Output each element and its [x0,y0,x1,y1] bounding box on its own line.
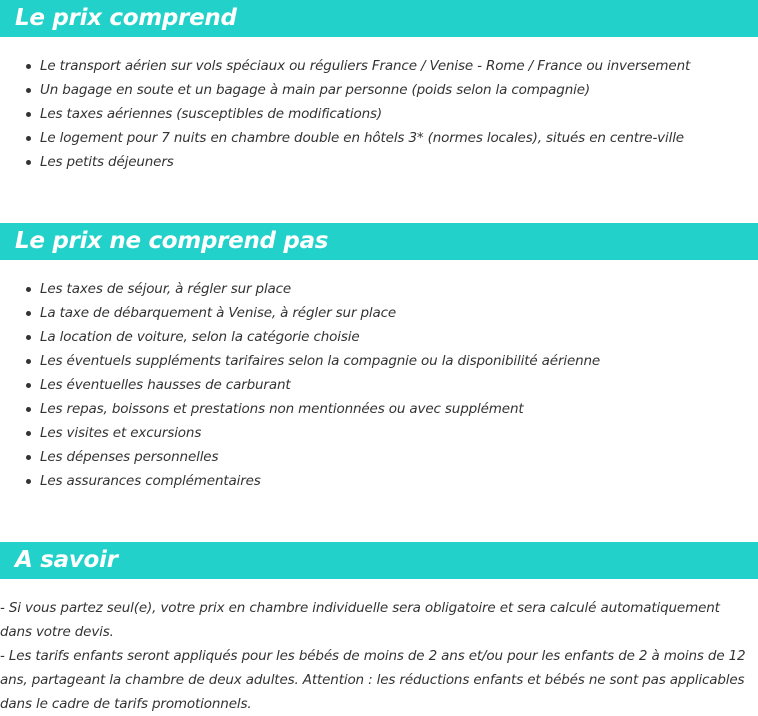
list-item: Les éventuels suppléments tarifaires selon la compagnie ou la disponibilité aérienne [0,349,758,373]
list-item: La taxe de débarquement à Venise, à régler sur place [0,301,758,325]
list-item: Les taxes aériennes (susceptibles de modifications) [0,102,758,126]
excluded-section-title: Le prix ne comprend pas [0,223,758,260]
list-item: Les repas, boissons et prestations non mentionnées ou avec supplément [0,397,758,421]
included-section-title: Le prix comprend [0,0,758,37]
list-item: Les visites et excursions [0,421,758,445]
good-to-know-paragraph: - Les tarifs enfants seront appliqués pour les bébés de moins de 2 ans et/ou pour les enfants de 2 à moins de 12 ans, partageant la chambre de deux adultes. Attention : les réductions enfants et bébés ne sont pas applicables dans le cadre de tarifs promotionnels. [0,648,746,712]
list-item: La location de voiture, selon la catégorie choisie [0,325,758,349]
included-list [0,54,758,174]
list-item: Le logement pour 7 nuits en chambre double en hôtels 3* (normes locales), situés en centre-ville [0,126,758,150]
list-item: Les taxes de séjour, à régler sur place [0,277,758,301]
list-item: Les assurances complémentaires [0,469,758,493]
good-to-know-body [0,596,755,716]
list-item: Les dépenses personnelles [0,445,758,469]
list-item: Le transport aérien sur vols spéciaux ou réguliers France / Venise - Rome / France ou inversement [0,54,758,78]
good-to-know-section-title: A savoir [0,542,758,579]
list-item: Un bagage en soute et un bagage à main par personne (poids selon la compagnie) [0,78,758,102]
excluded-list [0,277,758,493]
list-item: Les petits déjeuners [0,150,758,174]
list-item: Les éventuelles hausses de carburant [0,373,758,397]
good-to-know-paragraph: - Si vous partez seul(e), votre prix en chambre individuelle sera obligatoire et sera calculé automatiquement dans votre devis. [0,600,720,640]
